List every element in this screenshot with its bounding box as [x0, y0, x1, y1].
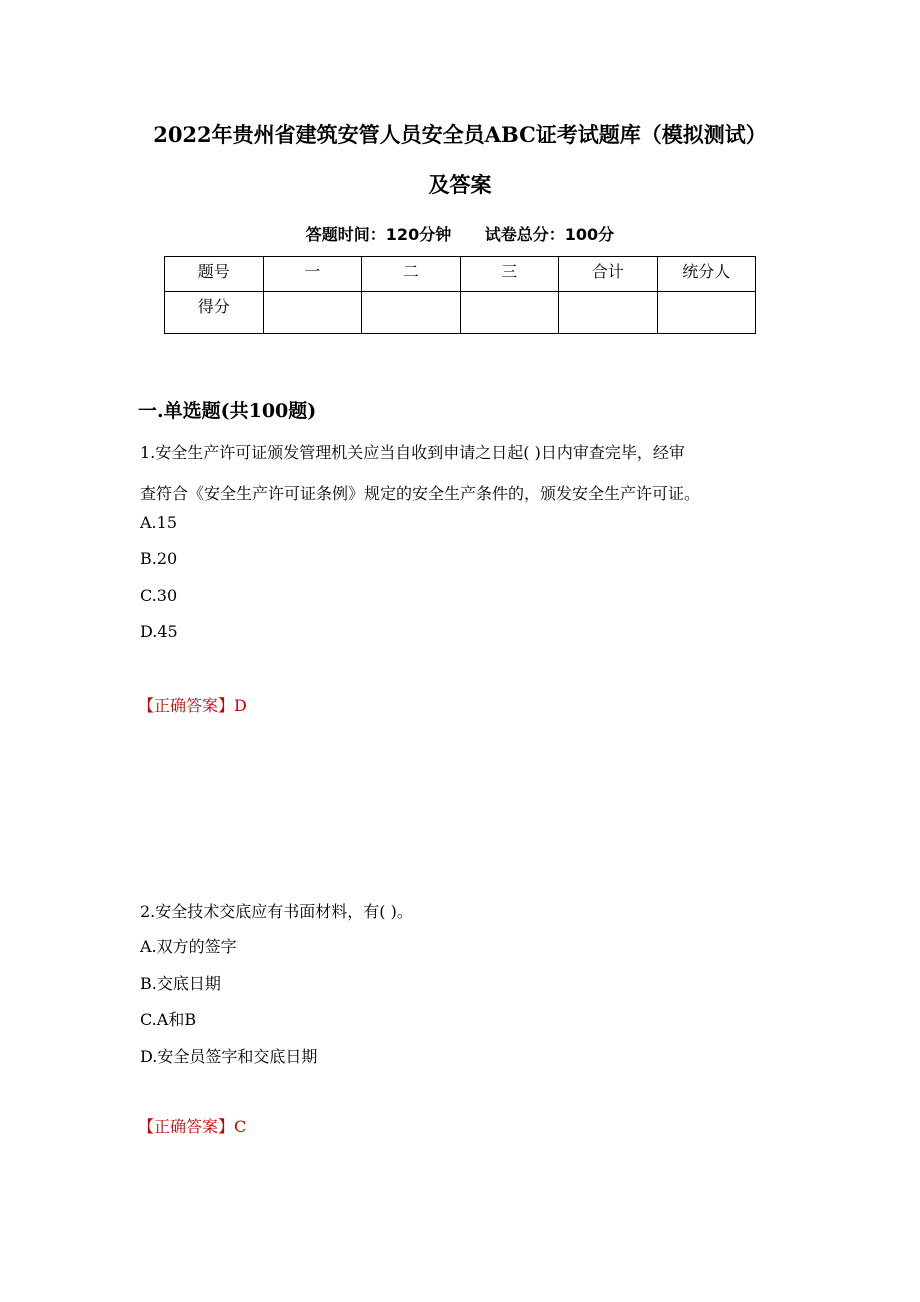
score-header-cell: 统分人: [657, 257, 756, 292]
question-2-option-c: C.A和B: [140, 1010, 197, 1029]
score-header-cell: 一: [263, 257, 362, 292]
score-cell: [460, 292, 559, 334]
question-2-answer: 【正确答案】C: [138, 1117, 247, 1136]
question-2-stem-line1: 2.安全技术交底应有书面材料，有( )。: [140, 902, 413, 921]
score-cell: [263, 292, 362, 334]
score-cell: [559, 292, 658, 334]
score-table-header-row: [165, 257, 756, 292]
score-header-cell: 题号: [165, 257, 264, 292]
score-table-score-row: [165, 292, 756, 334]
question-1-answer: 【正确答案】D: [138, 696, 247, 715]
document-title-line1: 2022年贵州省建筑安管人员安全员ABC证考试题库（模拟测试）: [153, 122, 767, 147]
score-header-cell: 合计: [559, 257, 658, 292]
question-1-stem-line1: 1.安全生产许可证颁发管理机关应当自收到申请之日起( )日内审查完毕，经审: [140, 443, 685, 462]
exam-time: 答题时间：120分钟: [305, 225, 452, 244]
score-row-label: 得分: [165, 292, 264, 334]
score-header-cell: 二: [362, 257, 461, 292]
score-cell: [362, 292, 461, 334]
score-header-cell: 三: [460, 257, 559, 292]
document-title-line2: 及答案: [428, 172, 492, 197]
score-cell: [657, 292, 756, 334]
exam-info: [0, 222, 920, 245]
question-1-stem-line2: 查符合《安全生产许可证条例》规定的安全生产条件的，颁发安全生产许可证。: [140, 484, 701, 503]
question-1-option-c: C.30: [140, 586, 178, 605]
question-1-option-d: D.45: [140, 622, 178, 641]
question-2-option-a: A.双方的签字: [140, 937, 237, 956]
question-1-option-a: A.15: [140, 513, 177, 532]
exam-total-score: 试卷总分：100分: [484, 225, 615, 244]
question-2-option-b: B.交底日期: [140, 974, 221, 993]
question-2-option-d: D.安全员签字和交底日期: [140, 1047, 318, 1066]
section-title: 一.单选题(共100题): [138, 400, 317, 422]
question-1-option-b: B.20: [140, 549, 178, 568]
score-table: [164, 256, 756, 334]
